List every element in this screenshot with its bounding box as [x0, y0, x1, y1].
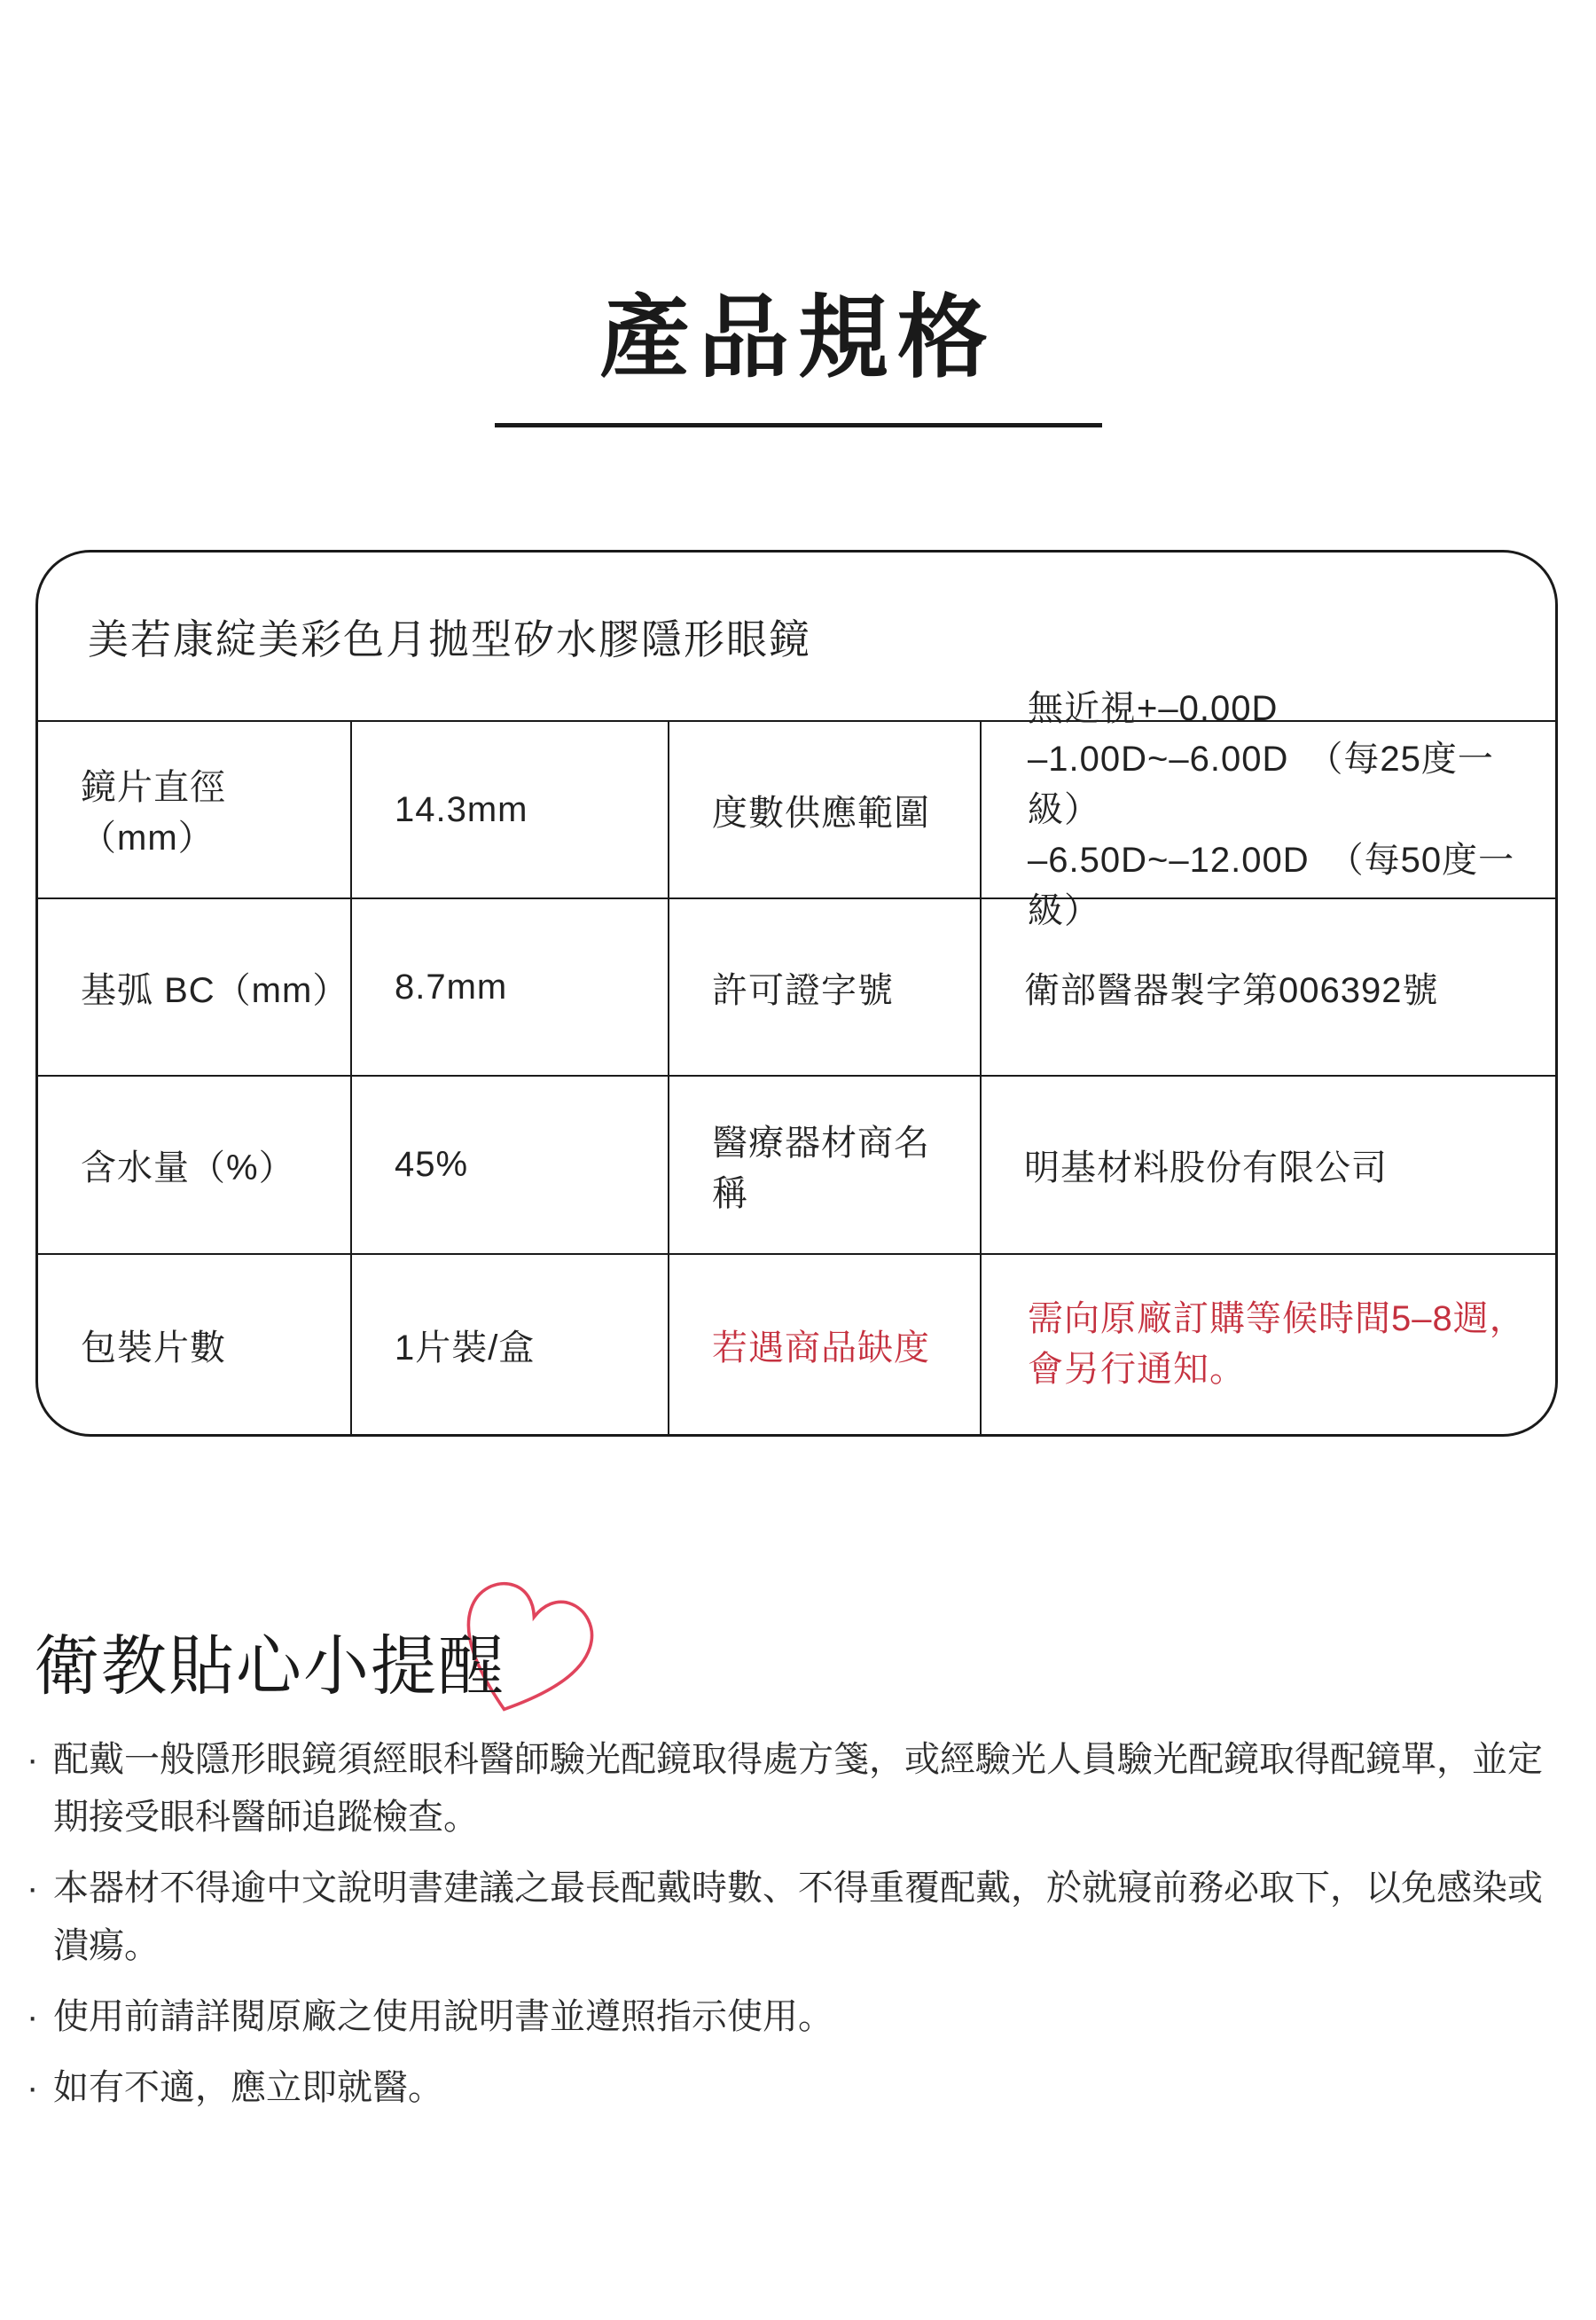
spec-info-label: 許可證字號 — [668, 897, 980, 1075]
reminder-section-heading: 衛教貼心小提醒 — [34, 1629, 505, 1703]
bullet-text: 如有不適，應立即就醫。 — [53, 2068, 443, 2107]
product-name-header: 美若康綻美彩色月拋型矽水膠隱形眼鏡 — [88, 615, 811, 662]
spec-param-label: 含水量（%） — [38, 1075, 350, 1253]
bullet-text: 本器材不得逾中文說明書建議之最長配戴時數、不得重覆配戴，於就寢前務必取下，以免感染或潰瘍。 — [53, 1869, 1543, 1965]
spec-param-value: 1片裝/盒 — [350, 1253, 668, 1434]
bullet-text: 使用前請詳閱原廠之使用說明書並遵照指示使用。 — [53, 1997, 833, 2036]
bullet-dot: · — [27, 1869, 39, 1908]
spec-param-value: 45% — [350, 1075, 668, 1253]
spec-param-label: 鏡片直徑（mm） — [38, 720, 350, 897]
spec-info-label-shortage: 若遇商品缺度 — [668, 1253, 980, 1434]
power-range-line: 無近視+–0.00D — [1028, 688, 1279, 728]
spec-param-label: 包裝片數 — [38, 1253, 350, 1434]
spec-param-value: 8.7mm — [350, 897, 668, 1075]
shortage-notice-line: 需向原廠訂購等候時間5–8週， — [1028, 1299, 1526, 1338]
page-title: 產品規格 — [599, 287, 997, 388]
list-item — [25, 1731, 1569, 1846]
title-underline-divider — [495, 423, 1102, 427]
shortage-notice-line: 會另行通知。 — [1028, 1350, 1246, 1389]
list-item — [25, 1860, 1569, 1975]
power-range-line: –6.50D~–12.00D （每50度一級） — [1028, 840, 1515, 930]
spec-param-value: 14.3mm — [350, 720, 668, 897]
spec-info-value-shortage — [980, 1253, 1555, 1434]
bullet-dot: · — [27, 2068, 39, 2107]
spec-info-label: 醫療器材商名稱 — [668, 1075, 980, 1253]
spec-info-value — [980, 688, 1555, 930]
spec-info-value: 明基材料股份有限公司 — [980, 1075, 1555, 1253]
bullet-text: 配戴一般隱形眼鏡須經眼科醫師驗光配鏡取得處方箋，或經驗光人員驗光配鏡取得配鏡單，並定期接受眼科醫師追蹤檢查。 — [53, 1740, 1543, 1837]
spec-info-value: 衛部醫器製字第006392號 — [980, 897, 1555, 1075]
bullet-dot: · — [27, 1997, 39, 2036]
list-item — [25, 2059, 1569, 2117]
bullet-dot: · — [27, 1740, 39, 1779]
spec-param-label: 基弧 BC（mm） — [38, 897, 350, 1075]
spec-table — [35, 550, 1558, 1437]
reminder-bullet-list — [25, 1731, 1569, 2130]
power-range-line: –1.00D~–6.00D （每25度一級） — [1028, 739, 1494, 829]
list-item — [25, 1988, 1569, 2046]
spec-info-label: 度數供應範圍 — [668, 720, 980, 897]
